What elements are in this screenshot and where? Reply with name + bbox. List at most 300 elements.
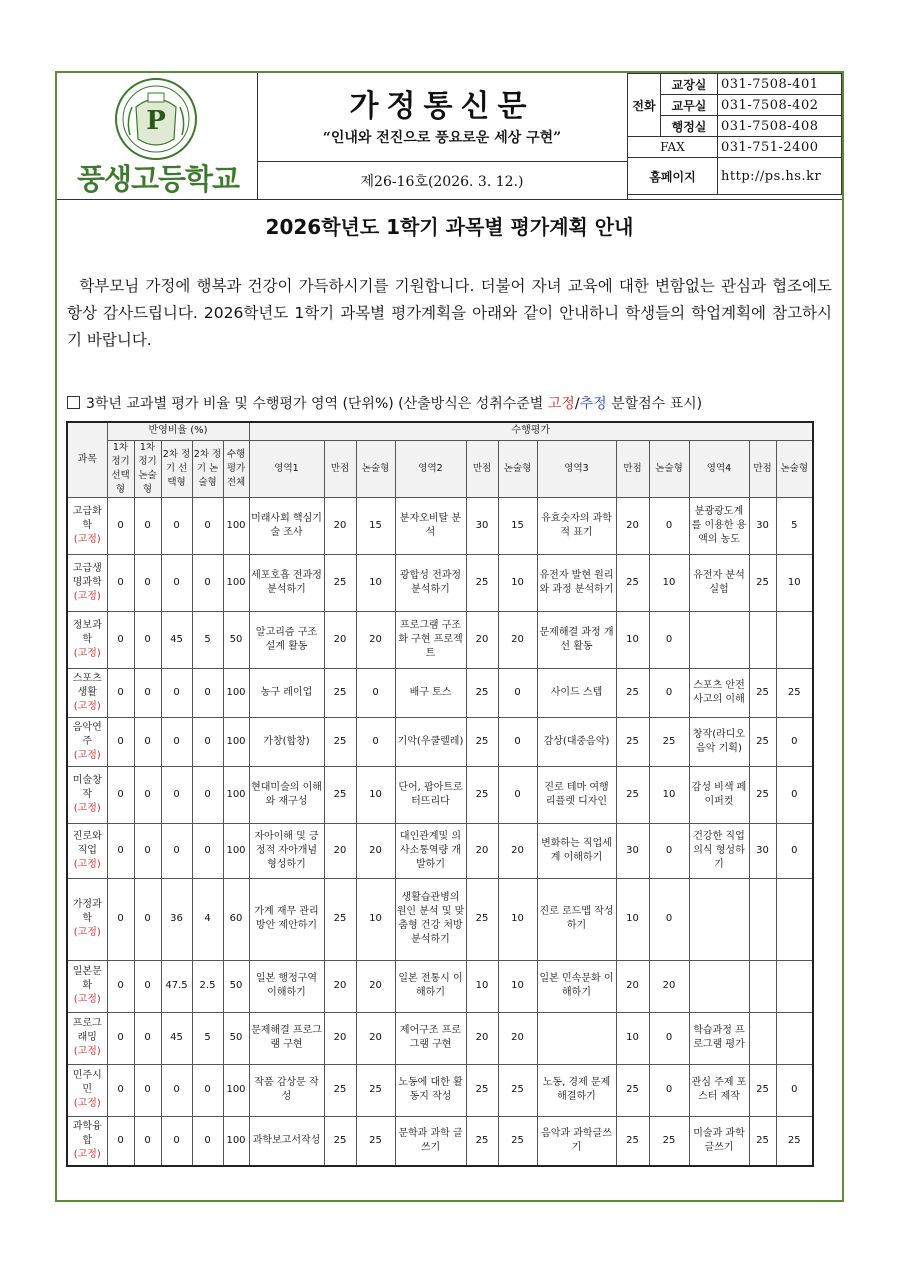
newsletter-title: 가정통신문 (349, 89, 535, 124)
ratio-cell: 0 (134, 611, 161, 668)
contact-table (627, 73, 842, 195)
performance-cell: 20 (498, 1012, 537, 1064)
contact-block (627, 73, 842, 199)
table-row (67, 960, 813, 1012)
performance-cell: 프로그램 구조화 구현 프로젝트 (395, 611, 466, 668)
performance-cell: 일본 민속문화 이해하기 (537, 960, 616, 1012)
performance-cell: 감상(대중음악) (537, 717, 616, 766)
performance-cell (749, 611, 776, 668)
ratio-cell: 0 (161, 668, 192, 717)
performance-cell: 10 (498, 878, 537, 960)
ratio-cell: 0 (107, 611, 134, 668)
performance-cell: 20 (466, 611, 498, 668)
subject-name: 진로와직업 (72, 830, 102, 856)
ratio-cell: 4 (192, 878, 223, 960)
performance-cell: 25 (749, 1064, 776, 1116)
performance-cell: 알고리즘 구조 설계 활동 (249, 611, 324, 668)
performance-cell: 0 (776, 823, 813, 878)
performance-cell: 대인관계및 의사소통역량 개발하기 (395, 823, 466, 878)
performance-cell: 20 (324, 960, 356, 1012)
performance-cell: 25 (324, 1064, 356, 1116)
ratio-cell: 50 (223, 1012, 249, 1064)
ratio-cell: 0 (107, 823, 134, 878)
ratio-cell: 0 (107, 668, 134, 717)
ratio-column-header: 2차 정기 논술형 (192, 440, 223, 497)
performance-cell: 25 (616, 1064, 649, 1116)
performance-cell: 25 (616, 717, 649, 766)
table-row (67, 823, 813, 878)
subject-cell (67, 878, 107, 960)
contact-number: 031-7508-402 (718, 95, 842, 116)
subject-cell (67, 766, 107, 823)
subject-name: 스포츠생활 (72, 672, 102, 698)
performance-cell: 25 (324, 766, 356, 823)
ratio-cell: 45 (161, 611, 192, 668)
ratio-cell: 0 (107, 717, 134, 766)
performance-cell (749, 960, 776, 1012)
performance-cell: 20 (324, 1012, 356, 1064)
subject-name: 민주시민 (72, 1070, 102, 1095)
ratio-cell: 0 (134, 1012, 161, 1064)
performance-cell: 스포츠 안전 사고의 이해 (689, 668, 749, 717)
performance-cell: 20 (649, 960, 689, 1012)
performance-cell: 일본 행정구역 이해하기 (249, 960, 324, 1012)
fixed-tag: (고정) (73, 533, 101, 545)
performance-cell: 25 (466, 766, 498, 823)
performance-cell: 일본 전통시 이해하기 (395, 960, 466, 1012)
subject-name: 고급생명과학 (72, 562, 102, 588)
section-heading (67, 393, 837, 413)
ratio-cell: 0 (134, 878, 161, 960)
performance-cell: 25 (324, 878, 356, 960)
performance-cell: 현대미술의 이해와 재구성 (249, 766, 324, 823)
page-title: 2026학년도 1학기 과목별 평가계획 안내 (265, 215, 634, 239)
intro-text: 학부모님 가정에 행복과 건강이 가득하시기를 기원합니다. 더불어 자녀 교육에 대한 변함없는 관심과 협조에도 항상 감사드립니다. 2026학년도 1학기 과목별 평가계획을 아래와 같이 안내하니 학생들의 학업계획에 참고하시기 바랍니다. (67, 277, 832, 349)
ratio-cell: 50 (223, 960, 249, 1012)
evaluation-table (66, 421, 814, 1167)
performance-cell: 진로 테마 여행 리플렛 디자인 (537, 766, 616, 823)
performance-cell: 25 (498, 1064, 537, 1116)
table-row (67, 554, 813, 611)
homepage-label: 홈페이지 (628, 158, 718, 195)
performance-cell: 0 (498, 717, 537, 766)
fax-label: FAX (628, 137, 718, 158)
performance-cell: 20 (356, 611, 395, 668)
fixed-tag: (고정) (73, 1046, 101, 1057)
performance-column-header: 영역1 (249, 440, 324, 497)
subject-cell (67, 554, 107, 611)
performance-cell (776, 960, 813, 1012)
ratio-cell: 0 (134, 823, 161, 878)
performance-cell: 30 (466, 497, 498, 554)
performance-cell: 사이드 스텝 (537, 668, 616, 717)
performance-cell: 유전자 분석 실험 (689, 554, 749, 611)
performance-column-header: 논술형 (498, 440, 537, 497)
performance-column-header: 영역3 (537, 440, 616, 497)
performance-cell: 15 (356, 497, 395, 554)
issue-number: 제26-16호(2026. 3. 12.) (360, 174, 524, 190)
performance-cell: 20 (324, 611, 356, 668)
ratio-column-header: 1차 정기 선택형 (107, 440, 134, 497)
performance-cell: 가계 재무 관리 방안 제안하기 (249, 878, 324, 960)
performance-cell: 20 (356, 1012, 395, 1064)
performance-cell: 30 (749, 823, 776, 878)
performance-cell: 25 (466, 1064, 498, 1116)
performance-column-header: 만점 (324, 440, 356, 497)
ratio-column-header: 수행 평가 전체 (223, 440, 249, 497)
performance-cell: 20 (466, 823, 498, 878)
ratio-cell: 0 (161, 1064, 192, 1116)
fixed-tag: (고정) (73, 700, 101, 712)
performance-cell: 분자오비탈 분석 (395, 497, 466, 554)
ratio-header: 반영비율 (%) (107, 422, 249, 440)
ratio-cell: 0 (192, 1064, 223, 1116)
performance-cell: 진로 로드맵 작성하기 (537, 878, 616, 960)
performance-cell: 0 (498, 668, 537, 717)
ratio-cell: 0 (134, 668, 161, 717)
table-row (67, 1064, 813, 1116)
performance-cell: 25 (649, 1116, 689, 1166)
performance-cell: 0 (356, 668, 395, 717)
school-logo-block (57, 73, 258, 199)
performance-cell: 10 (649, 766, 689, 823)
svg-text:P: P (146, 106, 166, 136)
performance-cell: 5 (776, 497, 813, 554)
performance-cell: 20 (498, 611, 537, 668)
performance-cell: 25 (466, 1116, 498, 1166)
performance-cell: 농구 레이업 (249, 668, 324, 717)
performance-cell: 건강한 직업의식 형성하기 (689, 823, 749, 878)
newsletter-frame (55, 71, 844, 1202)
performance-cell: 10 (776, 554, 813, 611)
performance-cell (749, 1012, 776, 1064)
ratio-cell: 0 (192, 668, 223, 717)
subject-cell (67, 611, 107, 668)
table-row (67, 1012, 813, 1064)
ratio-cell: 0 (134, 1116, 161, 1166)
performance-cell: 0 (649, 1012, 689, 1064)
table-row (67, 497, 813, 554)
ratio-cell: 2.5 (192, 960, 223, 1012)
ratio-cell: 0 (107, 960, 134, 1012)
performance-cell: 25 (749, 766, 776, 823)
fixed-tag: (고정) (73, 927, 101, 938)
ratio-cell: 0 (161, 497, 192, 554)
performance-cell: 0 (498, 766, 537, 823)
table-row (67, 1116, 813, 1166)
performance-cell (749, 878, 776, 960)
ratio-cell: 0 (134, 1064, 161, 1116)
performance-cell: 배구 토스 (395, 668, 466, 717)
performance-cell: 0 (649, 823, 689, 878)
ratio-cell: 0 (107, 878, 134, 960)
performance-cell: 25 (749, 1116, 776, 1166)
performance-cell: 25 (466, 668, 498, 717)
subject-cell (67, 717, 107, 766)
contact-label: 교무실 (661, 95, 718, 116)
ratio-cell: 0 (161, 823, 192, 878)
performance-cell (689, 611, 749, 668)
subject-header: 과목 (67, 422, 107, 497)
intro-paragraph (67, 273, 832, 354)
performance-column-header: 논술형 (649, 440, 689, 497)
performance-column-header: 만점 (616, 440, 649, 497)
ratio-cell: 100 (223, 668, 249, 717)
performance-cell: 20 (466, 1012, 498, 1064)
ratio-cell: 0 (107, 766, 134, 823)
ratio-cell: 0 (161, 717, 192, 766)
performance-column-header: 영역2 (395, 440, 466, 497)
ratio-cell: 0 (161, 766, 192, 823)
school-motto: “인내와 전진으로 풍요로운 세상 구현” (322, 130, 562, 146)
performance-cell: 20 (498, 823, 537, 878)
ratio-cell: 0 (161, 1116, 192, 1166)
ratio-cell: 0 (107, 497, 134, 554)
performance-cell: 세포호흡 전과정 분석하기 (249, 554, 324, 611)
performance-cell: 10 (466, 960, 498, 1012)
ratio-cell: 0 (134, 766, 161, 823)
performance-cell: 제어구조 프로그램 구현 (395, 1012, 466, 1064)
fax-number: 031-751-2400 (718, 137, 842, 158)
subject-name: 프로그래밍 (72, 1018, 102, 1043)
ratio-cell: 100 (223, 717, 249, 766)
performance-cell: 미술과 과학 글쓰기 (689, 1116, 749, 1166)
homepage-link[interactable]: http://ps.hs.kr (718, 158, 842, 195)
performance-cell: 0 (649, 878, 689, 960)
ratio-cell: 0 (192, 823, 223, 878)
ratio-cell: 100 (223, 554, 249, 611)
issue-block (257, 161, 628, 199)
ratio-column-header: 1차 정기 논술형 (134, 440, 161, 497)
performance-cell: 25 (649, 717, 689, 766)
ratio-cell: 100 (223, 497, 249, 554)
performance-cell: 광합성 전과정 분석하기 (395, 554, 466, 611)
performance-cell: 25 (466, 554, 498, 611)
subject-name: 가정과학 (72, 899, 102, 924)
performance-cell: 30 (616, 823, 649, 878)
performance-cell: 0 (776, 1064, 813, 1116)
performance-cell: 자아이해 및 긍정적 자아개념 형성하기 (249, 823, 324, 878)
letterhead (57, 73, 842, 200)
performance-cell: 감성 비색 페이퍼컷 (689, 766, 749, 823)
performance-cell (689, 878, 749, 960)
performance-column-header: 만점 (749, 440, 776, 497)
performance-cell: 25 (324, 717, 356, 766)
performance-cell: 10 (649, 554, 689, 611)
performance-cell (537, 1012, 616, 1064)
performance-cell: 음악과 과학글쓰기 (537, 1116, 616, 1166)
performance-cell: 20 (616, 960, 649, 1012)
ratio-cell: 0 (192, 766, 223, 823)
ratio-cell: 36 (161, 878, 192, 960)
performance-cell (689, 960, 749, 1012)
performance-cell: 생활습관병의 원인 분석 및 맞춤형 건강 처방 분석하기 (395, 878, 466, 960)
performance-cell: 30 (749, 497, 776, 554)
fixed-tag: (고정) (73, 647, 101, 659)
ratio-cell: 5 (192, 1012, 223, 1064)
performance-cell: 25 (498, 1116, 537, 1166)
performance-cell: 노동에 대한 활동지 작성 (395, 1064, 466, 1116)
performance-cell: 0 (649, 497, 689, 554)
subject-cell (67, 668, 107, 717)
performance-cell: 문제해결 프로그램 구현 (249, 1012, 324, 1064)
fixed-label: 고정 (547, 396, 575, 412)
ratio-cell: 100 (223, 823, 249, 878)
performance-cell: 25 (466, 717, 498, 766)
performance-cell: 20 (356, 823, 395, 878)
performance-column-header: 영역4 (689, 440, 749, 497)
fixed-tag: (고정) (73, 749, 101, 761)
ratio-cell: 100 (223, 1116, 249, 1166)
performance-cell: 10 (616, 878, 649, 960)
ratio-cell: 0 (192, 717, 223, 766)
performance-cell: 25 (324, 1116, 356, 1166)
performance-cell: 0 (356, 717, 395, 766)
contact-label: 교장실 (661, 74, 718, 95)
title-block (257, 73, 628, 162)
contact-label: 행정실 (661, 116, 718, 137)
performance-cell: 단어, 팝아트로 터뜨리다 (395, 766, 466, 823)
subject-name: 음악연주 (72, 721, 102, 747)
performance-cell: 10 (356, 766, 395, 823)
performance-cell: 10 (356, 554, 395, 611)
ratio-cell: 100 (223, 1064, 249, 1116)
performance-header: 수행평가 (249, 422, 813, 440)
performance-cell: 기악(우쿨렐레) (395, 717, 466, 766)
performance-cell: 0 (649, 611, 689, 668)
performance-cell: 25 (616, 1116, 649, 1166)
ratio-column-header: 2차 정기 선택형 (161, 440, 192, 497)
performance-cell: 10 (616, 611, 649, 668)
ratio-cell: 0 (161, 554, 192, 611)
performance-cell: 25 (749, 668, 776, 717)
performance-cell: 25 (616, 554, 649, 611)
performance-cell (776, 611, 813, 668)
fixed-tag: (고정) (73, 1098, 101, 1109)
ratio-cell: 0 (134, 717, 161, 766)
performance-cell: 10 (356, 878, 395, 960)
performance-cell: 25 (749, 554, 776, 611)
performance-cell: 25 (324, 668, 356, 717)
fixed-tag: (고정) (73, 994, 101, 1005)
performance-cell: 15 (498, 497, 537, 554)
ratio-cell: 0 (192, 497, 223, 554)
performance-cell: 0 (649, 1064, 689, 1116)
subject-name: 과학융합 (72, 1120, 102, 1146)
performance-cell: 0 (649, 668, 689, 717)
subject-cell (67, 960, 107, 1012)
performance-cell: 25 (749, 717, 776, 766)
performance-cell: 학습과정 프로그램 평가 (689, 1012, 749, 1064)
performance-cell: 노동, 경제 문제 해결하기 (537, 1064, 616, 1116)
performance-cell: 관심 주제 포스터 제작 (689, 1064, 749, 1116)
fixed-tag: (고정) (73, 858, 101, 870)
table-row (67, 878, 813, 960)
school-name: 풍생고등학교 (76, 162, 240, 196)
subject-cell (67, 1116, 107, 1166)
performance-cell: 25 (776, 1116, 813, 1166)
contact-number: 031-7508-401 (718, 74, 842, 95)
performance-cell: 20 (356, 960, 395, 1012)
ratio-cell: 100 (223, 766, 249, 823)
performance-cell: 10 (616, 1012, 649, 1064)
ratio-cell: 0 (192, 1116, 223, 1166)
performance-cell: 분광광도계를 이용한 용액의 농도 (689, 497, 749, 554)
ratio-cell: 0 (107, 1064, 134, 1116)
performance-cell: 25 (616, 766, 649, 823)
performance-cell: 25 (356, 1116, 395, 1166)
slash: / (574, 396, 580, 412)
section-prefix: 3학년 교과별 평가 비율 및 수행평가 영역 (단위%) (산출방식은 성취수준별 (86, 396, 548, 412)
table-row (67, 611, 813, 668)
performance-cell: 20 (324, 497, 356, 554)
performance-cell: 창작(라디오 음악 기획) (689, 717, 749, 766)
performance-cell: 문제해결 과정 개선 활동 (537, 611, 616, 668)
performance-cell: 과학보고서작성 (249, 1116, 324, 1166)
ratio-cell: 0 (107, 554, 134, 611)
subject-name: 미술창작 (72, 774, 102, 800)
ratio-cell: 0 (192, 554, 223, 611)
subject-cell (67, 1012, 107, 1064)
performance-column-header: 논술형 (356, 440, 395, 497)
performance-cell: 25 (616, 668, 649, 717)
performance-cell: 가창(합창) (249, 717, 324, 766)
performance-cell: 변화하는 직업세계 이해하기 (537, 823, 616, 878)
performance-cell: 20 (616, 497, 649, 554)
ratio-cell: 50 (223, 611, 249, 668)
fixed-tag: (고정) (73, 802, 101, 814)
ratio-cell: 45 (161, 1012, 192, 1064)
section-suffix: 분할점수 표시) (606, 396, 703, 412)
subject-cell (67, 823, 107, 878)
performance-cell: 0 (776, 717, 813, 766)
performance-column-header: 만점 (466, 440, 498, 497)
ratio-cell: 60 (223, 878, 249, 960)
fixed-tag: (고정) (73, 1148, 101, 1160)
checkbox-icon (67, 396, 80, 409)
subject-name: 일본문화 (72, 966, 102, 991)
table-row (67, 668, 813, 717)
performance-cell: 문학과 과학 글쓰기 (395, 1116, 466, 1166)
performance-cell: 0 (776, 766, 813, 823)
ratio-cell: 0 (134, 497, 161, 554)
subject-cell (67, 497, 107, 554)
performance-cell: 10 (498, 554, 537, 611)
ratio-cell: 0 (134, 960, 161, 1012)
school-emblem-icon (114, 77, 198, 161)
performance-cell: 10 (498, 960, 537, 1012)
ratio-cell: 5 (192, 611, 223, 668)
performance-cell: 20 (324, 823, 356, 878)
performance-cell: 25 (776, 668, 813, 717)
performance-cell: 25 (356, 1064, 395, 1116)
table-row (67, 717, 813, 766)
performance-cell: 작품 감상문 작성 (249, 1064, 324, 1116)
phone-label: 전화 (628, 74, 661, 137)
contact-number: 031-7508-408 (718, 116, 842, 137)
estimated-label: 추정 (579, 396, 607, 412)
subject-name: 고급화학 (72, 505, 102, 531)
ratio-cell: 0 (107, 1116, 134, 1166)
subject-cell (67, 1064, 107, 1116)
performance-cell: 유효숫자의 과학적 표기 (537, 497, 616, 554)
performance-cell (776, 878, 813, 960)
table-row (67, 766, 813, 823)
performance-cell: 유전자 발현 원리와 과정 분석하기 (537, 554, 616, 611)
performance-cell: 미래사회 핵심기술 조사 (249, 497, 324, 554)
subject-name: 정보과학 (72, 619, 102, 645)
ratio-cell: 0 (107, 1012, 134, 1064)
